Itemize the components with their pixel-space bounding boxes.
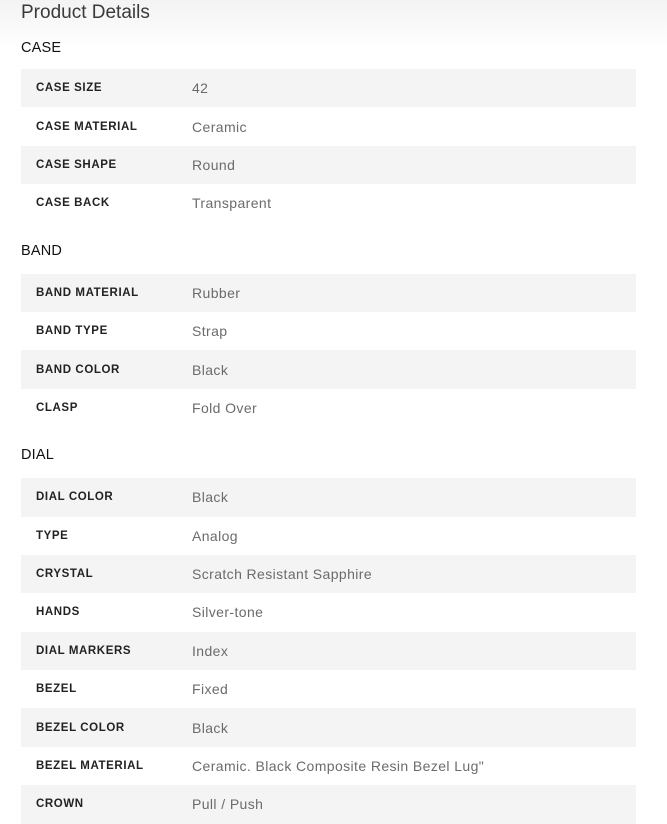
spec-label: BAND COLOR [36, 363, 120, 376]
spec-value: Ceramic [192, 118, 247, 135]
spec-row [21, 69, 636, 107]
spec-value: 42 [192, 80, 209, 97]
spec-row [21, 670, 636, 708]
section-title-case: CASE [21, 40, 62, 56]
spec-value: Fold Over [192, 399, 258, 416]
spec-row [21, 312, 636, 350]
spec-label: TYPE [36, 529, 69, 542]
spec-value: Round [192, 156, 236, 173]
spec-value: Fixed [192, 681, 229, 698]
spec-label: BEZEL COLOR [36, 721, 125, 734]
spec-row [21, 517, 636, 555]
spec-label: CLASP [36, 401, 78, 414]
spec-label: DIAL MARKERS [36, 644, 132, 657]
spec-label: BAND MATERIAL [36, 286, 139, 299]
spec-label: DIAL COLOR [36, 491, 114, 504]
section-title-band: BAND [21, 242, 63, 259]
spec-label: CASE SIZE [36, 82, 103, 95]
page-title: Product Details [21, 2, 150, 23]
spec-label: BAND TYPE [36, 325, 108, 338]
section-dial [21, 427, 667, 824]
spec-value: Rubber [192, 284, 241, 301]
spec-table-band [21, 274, 636, 428]
spec-value: Pull / Push [192, 796, 264, 813]
spec-row [21, 593, 636, 631]
spec-table-case [21, 69, 636, 223]
spec-row [21, 107, 636, 145]
spec-label: BEZEL MATERIAL [36, 760, 144, 773]
spec-value: Index [192, 642, 229, 659]
spec-label: CASE MATERIAL [36, 120, 138, 133]
spec-label: CASE BACK [36, 197, 110, 210]
spec-value: Transparent [192, 195, 272, 212]
spec-value: Analog [192, 527, 238, 544]
spec-row [21, 632, 636, 670]
section-band [21, 223, 667, 428]
spec-row [21, 146, 636, 184]
spec-row [21, 274, 636, 312]
spec-row [21, 184, 636, 222]
spec-row [21, 708, 636, 746]
spec-label: BEZEL [36, 683, 77, 696]
spec-row [21, 555, 636, 593]
spec-value: Ceramic. Black Composite Resin Bezel Lug" [192, 758, 485, 775]
spec-value: Black [192, 361, 229, 378]
section-case [21, 26, 667, 223]
spec-row [21, 478, 636, 516]
spec-row [21, 389, 636, 427]
spec-label: HANDS [36, 606, 80, 619]
spec-label: CRYSTAL [36, 568, 94, 581]
spec-row [21, 350, 636, 388]
spec-row [21, 747, 636, 785]
spec-value: Black [192, 719, 229, 736]
spec-label: CROWN [36, 798, 84, 811]
section-title-dial: DIAL [21, 447, 55, 464]
spec-value: Black [192, 489, 229, 506]
spec-table-dial [21, 478, 636, 824]
spec-value: Scratch Resistant Sapphire [192, 566, 373, 583]
spec-row [21, 785, 636, 823]
spec-value: Silver-tone [192, 604, 264, 621]
spec-label: CASE SHAPE [36, 158, 117, 171]
spec-value: Strap [192, 323, 228, 340]
